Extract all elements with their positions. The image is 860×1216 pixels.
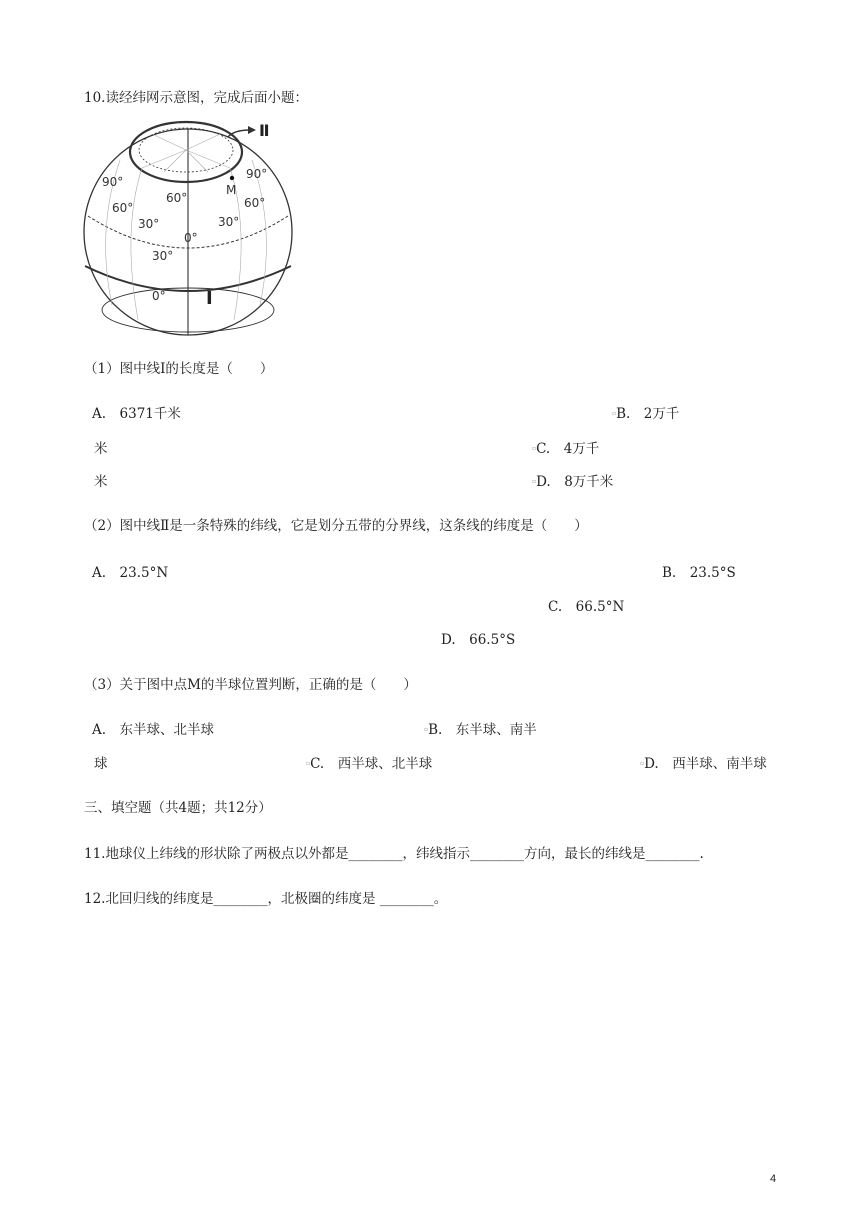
arrow-head-II [248,126,256,134]
label-60-inner: 60° [166,191,188,205]
polar-circle-line-II [130,122,242,182]
page-number: 4 [770,1173,777,1185]
label-30-left: 30° [138,217,160,231]
line-II-label: Ⅱ [259,121,270,140]
q10-sub3-option-b[interactable]: ▫B. 东半球、南半 [424,722,537,738]
q10-sub1-question: （1）图中线Ⅰ的长度是（ ） [84,361,274,377]
arrow-shaft-II [228,130,250,137]
q10-sub2-option-c[interactable]: C. 66.5°N [548,599,625,615]
question-11-text: 11.地球仪上纬线的形状除了两极点以外都是________，纬线指示________方向，最长的纬线是________. [84,846,704,862]
q10-sub1-option-a[interactable]: A. 6371千米 [92,406,181,422]
question-12-text: 12.北回归线的纬度是________，北极圈的纬度是 ________。 [84,891,448,907]
q10-sub2-option-d[interactable]: D. 66.5°S [441,632,516,648]
line-I-label: I [206,288,213,309]
q10-sub3-option-c[interactable]: ▫C. 西半球、北半球 [306,756,433,772]
point-M-dot [230,176,234,180]
q10-sub1-option-c[interactable]: ▫C. 4万千 [532,441,600,457]
point-M-label: M [226,183,237,197]
label-90-left: 90° [102,175,124,189]
q10-sub2-option-a[interactable]: A. 23.5°N [92,565,169,581]
q10-sub3-option-d[interactable]: ▫D. 西半球、南半球 [640,756,767,772]
q10-sub1-option-d[interactable]: ▫D. 8万千米 [532,474,614,490]
q10-sub2-question: （2）图中线Ⅱ是一条特殊的纬线，它是划分五带的分界线，这条线的纬度是（ ） [84,518,588,534]
label-60-left: 60° [112,201,134,215]
q10-sub1-option-c-wrap: 米 [94,474,108,490]
q10-sub3-question: （3）关于图中点M的半球位置判断，正确的是（ ） [84,677,417,693]
q10-sub1-option-b[interactable]: ▫B. 2万千 [612,406,680,422]
question-10-stem: 10.读经纬网示意图，完成后面小题： [84,90,308,106]
q10-sub2-option-b[interactable]: B. 23.5°S [662,565,736,581]
label-30-lat: 30° [152,249,174,263]
label-60-right: 60° [244,196,266,210]
q10-sub3-option-a[interactable]: A. 东半球、北半球 [92,722,215,738]
q10-sub1-option-b-wrap: 米 [94,441,108,457]
meridian-lines [106,134,267,320]
graticule-globe-figure [82,120,297,340]
label-0-equator: 0° [152,289,166,303]
q10-sub3-option-b-wrap: 球 [94,756,108,772]
section-3-heading: 三、填空题（共4题；共12分） [84,800,272,816]
label-0-center: 0° [184,231,198,245]
label-30-right: 30° [218,215,240,229]
label-90-right: 90° [246,167,268,181]
